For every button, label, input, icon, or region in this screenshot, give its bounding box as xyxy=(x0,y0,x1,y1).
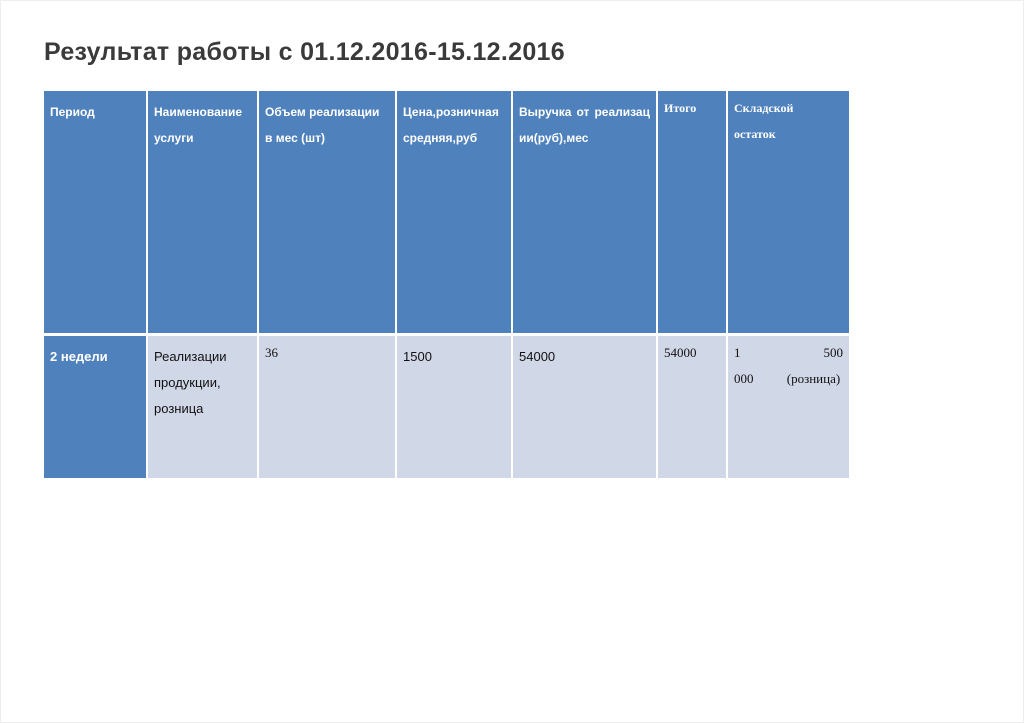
cell-price: 1500 xyxy=(397,336,511,478)
header-stock: Складской остаток xyxy=(728,91,849,333)
cell-period: 2 недели xyxy=(44,336,146,478)
cell-service-name: Реализации продукции, розница xyxy=(148,336,257,478)
header-price: Цена,розничная средняя,руб xyxy=(397,91,511,333)
cell-revenue: 54000 xyxy=(513,336,656,478)
header-revenue: Выручка от реализации(руб),мес xyxy=(513,91,656,333)
header-service-name: Наименование услуги xyxy=(148,91,257,333)
header-total: Итого xyxy=(658,91,726,333)
cell-volume: 36 xyxy=(259,336,395,478)
header-period: Период xyxy=(44,91,146,333)
cell-stock: 1 500 000 (розница) xyxy=(728,336,849,478)
page-title: Результат работы с 01.12.2016-15.12.2016 xyxy=(44,38,565,66)
header-volume: Объем реализации в мес (шт) xyxy=(259,91,395,333)
cell-total: 54000 xyxy=(658,336,726,478)
